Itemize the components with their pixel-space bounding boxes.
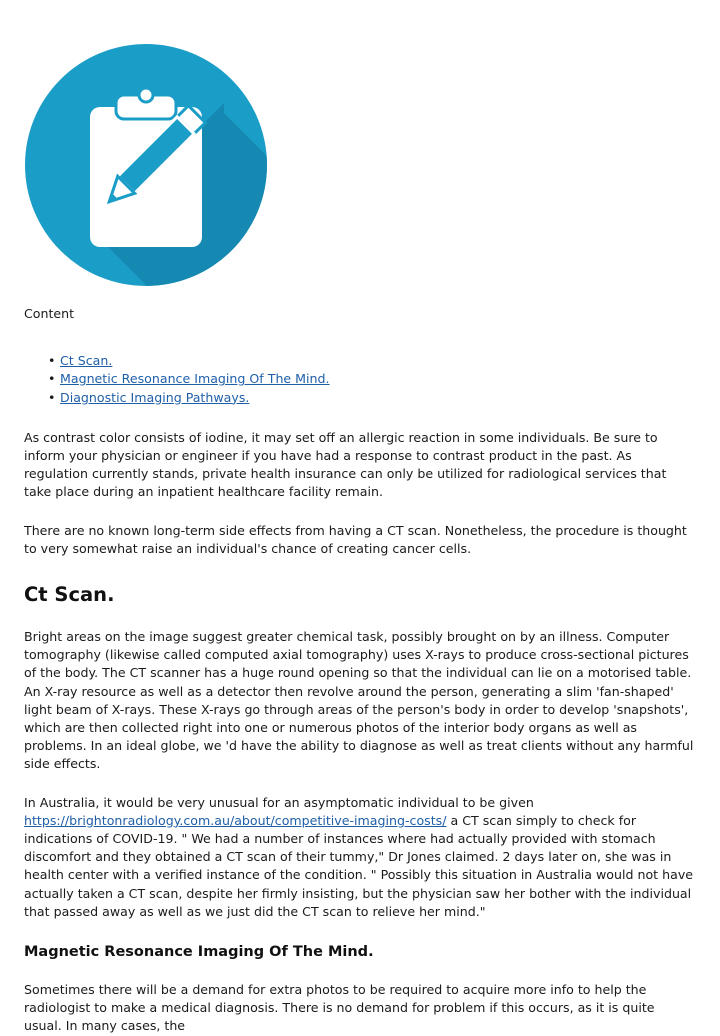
paragraph-text: a CT scan simply to check for indications of COVID-19. " We had a number of instances where had actually provided with stomach discomfort and they obtained a CT scan of their tummy," Dr Jones claimed. 2 days later on, she was in health center with a verified instance of the condition. " Possibly this situation in Australia would not have actually taken a CT scan, despite her firmly insisting, but the physician saw her bother with the individual that passed away as well as we just did the CT scan to relieve her mind." xyxy=(24,812,694,919)
toc-item xyxy=(48,370,696,388)
brighton-radiology-link[interactable]: https://brightonradiology.com.au/about/competitive-imaging-costs/ xyxy=(24,812,447,828)
toc-item xyxy=(48,352,696,370)
paragraph-text: In Australia, it would be very unusual for an asymptomatic individual to be given xyxy=(24,794,534,810)
bullet: • xyxy=(48,353,56,369)
ct-scan-paragraph-1: Bright areas on the image suggest greater chemical task, possibly brought on by an illness. Computer tomography (likewise called computed axial tomography) uses X-rays to produce cross-sectional pictures of the body. The CT scanner has a huge round opening so that the individual can lie on a motorised table. An X-ray resource as well as a detector then revolve around the person, generating a slim 'fan-shaped' light beam of X-rays. These X-rays go through areas of the person's body in order to develop 'snapshots', which are then collected right into one or numerous photos of the interior body organs as well as problems. In an ideal globe, we 'd have the ability to diagnose as well as treat clients without any harmful side effects. xyxy=(24,629,694,772)
intro-paragraph-2: There are no known long-term side effects from having a CT scan. Nonetheless, the procedure is thought to very somewhat raise an individual's chance of creating cancer cells. xyxy=(24,522,687,556)
bullet: • xyxy=(48,371,56,387)
bullet: • xyxy=(48,389,56,405)
toc-item xyxy=(48,389,696,407)
section-heading-mri: Magnetic Resonance Imaging Of The Mind. xyxy=(24,944,374,961)
mri-paragraph-1: Sometimes there will be a demand for extra photos to be required to acquire more info to help the radiologist to make a medical diagnosis. There is no demand for problem if this occurs, as it is quite usual. In many cases, the xyxy=(24,982,655,1034)
toc-link-diagnostic-imaging[interactable]: Diagnostic Imaging Pathways. xyxy=(60,389,250,405)
clipboard-illustration xyxy=(24,43,268,287)
ct-scan-paragraph-2 xyxy=(24,794,696,921)
content-label: Content xyxy=(24,306,75,321)
intro-paragraph-1: As contrast color consists of iodine, it may set off an allergic reaction in some individuals. Be sure to inform your physician or engineer if you have had a response to contrast product in the past. As regulation currently stands, private health insurance can only be utilized for radiological services that take place during an inpatient healthcare facility remain. xyxy=(24,429,667,500)
section-heading-ct-scan: Ct Scan. xyxy=(24,583,115,607)
clipboard-pencil-icon xyxy=(24,43,268,287)
toc-link-ct-scan[interactable]: Ct Scan. xyxy=(60,353,113,369)
toc-link-mri[interactable]: Magnetic Resonance Imaging Of The Mind. xyxy=(60,371,330,387)
article xyxy=(24,305,696,1036)
table-of-contents xyxy=(24,352,696,407)
